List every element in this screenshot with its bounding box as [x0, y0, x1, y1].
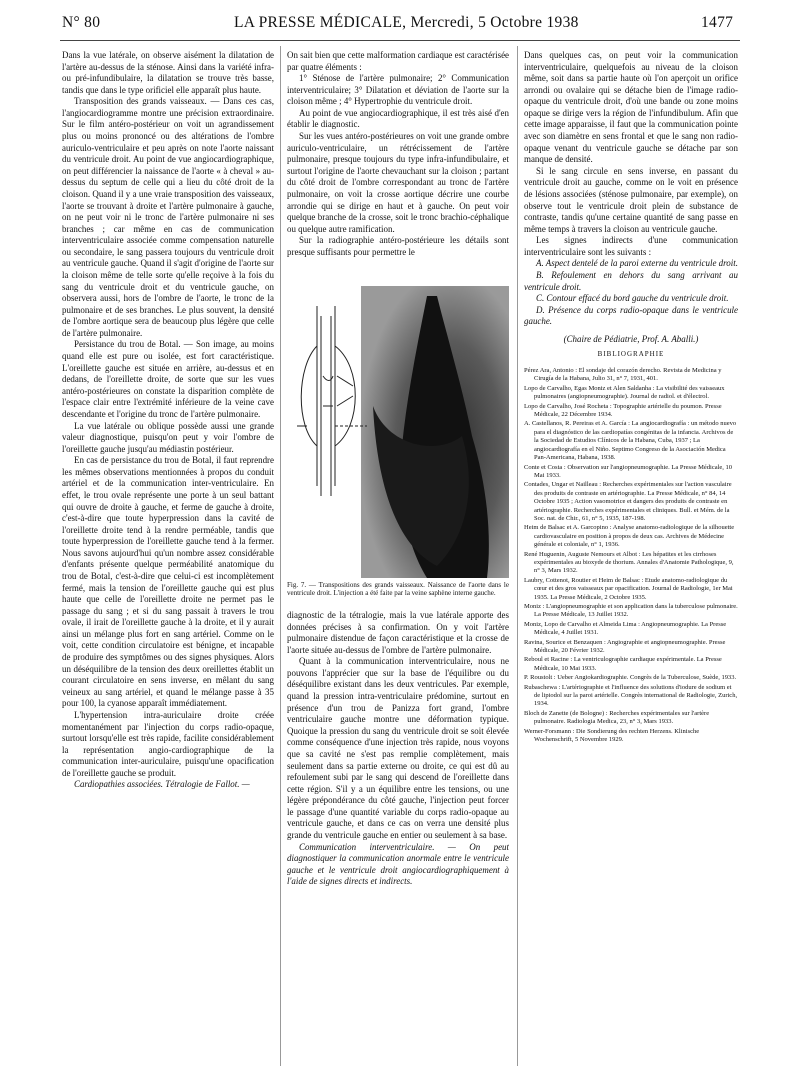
reference: Moniz : L'angiopneumographie et son application dans la tuberculose pulmonaire. La Presse Médicale, 13 Juillet 1932. — [524, 603, 738, 619]
figure-caption: Fig. 7. — Transpositions des grands vaisseaux. Naissance de l'aorte dans le ventricule droit. L'injection a été faite par la veine saphène interne gauche. — [287, 581, 509, 598]
reference: Lopo de Carvalho, Egas Moniz et Alen Saldanha : La visibilité des vaisseaux pulmonaires (angiopneumographie). Journal de radiol. et d'électrol. — [524, 384, 725, 401]
list-item: C. Contour effacé du bord gauche du ventricule droit. — [536, 293, 729, 304]
page-number: 1477 — [701, 14, 734, 31]
header-rule — [60, 40, 740, 41]
radiograph-image — [287, 286, 509, 578]
reference: Laubry, Cottenot, Routier et Heim de Balsac : Etude anatomo-radiologique du cœur et des gros vaisseaux par opacification. Journal de Radiologie, 1er Mai 1935. La Presse Médicale, 2 Octobre 1935. — [524, 576, 733, 601]
journal-title: LA PRESSE MÉDICALE, Mercredi, 5 Octobre 1938 — [234, 14, 579, 31]
affiliation: (Chaire de Pédiatrie, Prof. A. Aballi.) — [563, 333, 699, 344]
figure-7-radiograph — [287, 286, 509, 578]
list-item: D. Présence du corps radio-opaque dans le ventricule gauche. — [524, 304, 738, 327]
paragraph: Les signes indirects d'une communication interventriculaire sont les suivants : — [524, 235, 738, 257]
reference: Rubaschewa : L'artériographie et l'influence des solutions d'iodure de sodium et de lipiodol sur la paroi artérielle. Congrès international de Radiologie, Zurich, 1934. — [524, 683, 738, 708]
reference: Lopo de Carvalho, José Rocheta : Topographie artérielle du poumon. Presse Médicale, 22 Décembre 1934. — [524, 402, 722, 419]
paragraph: diagnostic de la tétralogie, mais la vue latérale apporte des données précises à sa confirmation. On y voit l'artère pulmonaire distendue de façon caractéristique et la crosse de l'aorte située au-dessus de l'ombre de l'artère pulmonaire. — [287, 610, 509, 655]
reference: Reboul et Racine : La ventriculographie cardiaque expérimentale. La Presse Médicale, 10 Mai 1933. — [524, 656, 722, 672]
paragraph: Dans quelques cas, on peut voir la communication interventriculaire, quelquefois au niveau de la cloison même, soit dans sa partie haute où l'on aperçoit un orifice arrondi ou ovalaire qui se détache bien de l'image radio-opaque du ventricule droit, d'où une bande ou zone moins opaque se dirige vers la région de l'infundibulum. Afin que cette image apparaisse, il faut que la communication pointe avec son diamètre en sens frontal et que le sang non radio-opaque venant du ventricule gauche se détache par son manque de densité. — [524, 50, 738, 165]
bibliography — [524, 367, 738, 744]
list-item: A. Aspect dentelé de la paroi externe du ventricule droit. — [536, 258, 738, 269]
paragraph: La vue latérale ou oblique possède aussi une grande valeur diagnostique, puisqu'on peut y voir l'ombre de l'oreillette gauche jusqu'au médiastin postérieur. — [62, 420, 274, 454]
paragraph: L'hypertension intra-auriculaire droite créée momentanément par l'injection du corps radio-opaque, surtout lorsqu'elle est très rapide, facilite considérablement la représentation angio-cardiographique de la communication inter-auriculaire, puisqu'une opacification de l'oreillette gauche se produit. — [62, 709, 274, 778]
paragraph: Sur les vues antéro-postérieures on voit une grande ombre auriculo-ventriculaire, un rétrécissement de l'artère pulmonaire, presque toujours du type infra-infundibulaire, et surtout l'origine de l'aorte chevauchant sur la cloison ; partant du côté droit de l'ombre correspondant au tronc de l'artère pulmonaire, on voit la crosse aortique décrire une courbe arrondie qui se dirige en haut et à gauche. On peut voir quelque branche de la crosse, soit le tronc brachio-céphalique ou quelque autre ramification. — [287, 131, 509, 234]
paragraph: Si le sang circule en sens inverse, en passant du ventricule droit au gauche, comme on le voit en présence de lésions associées (sténose pulmonaire, par exemple), on observe tout le ventricule droit plein de substance de contraste, tandis qu'une certaine quantité de sang passe en même temps à travers la cloison au ventricule gauche. — [524, 165, 738, 234]
paragraph: Transposition des grands vaisseaux. — Dans ces cas, l'angiocardiogramme montre une précision extraordinaire. Sur le film antéro-postérieur on voit un agrandissement plus ou moins prononcé ou des altérations de l'ombre auriculo-ventriculaire et peu après on note l'aorte naissant du ventricule droit. Au point de vue angiocardiographique, on peut différencier la naissance de l'aorte « à cheval » au-dessus du septum de celle qui a lieu du côté droit de la cloison. Quand il y a une vraie transposition des vaisseaux, l'aorte se trouvant à droite et l'artère pulmonaire à gauche, on ne peut voir ni le tronc de l'artère pulmonaire ni ses branches ; car même en cas de communication interventriculaire associée comme compensation naturelle ou secondaire, le sang passera toujours du ventricule droit au ventricule gauche. Quand il s'agit d'origine de l'aorte sur la cloison même de telle sorte qu'elle reçoive à la fois du sang du ventricule droit et du ventricule gauche, on observera aussi, hors de l'ombre de l'aorte, le tronc de la pulmonaire et de ses branches. Le plus souvent, la densité de l'ombre aortique sera de beaucoup plus légère que celle de l'artère pulmonaire. — [62, 96, 274, 338]
reference: Bloch de Zanette (de Bologne) : Recherches expérimentales sur l'artère pulmonaire. Radiologia Medica, 23, n° 3, Mars 1933. — [524, 709, 710, 726]
reference: P. Roustolt : Ueber Angiokardiographie. Congrès de la Tuberculose, Suède, 1933. — [524, 674, 737, 682]
paragraph: Dans la vue latérale, on observe aisément la dilatation de l'artère au-dessus de la sténose. Ainsi dans la variété infra- ou pré-infundibulaire, la dilatation se trouve très basse, tandis que dans le type orificiel elle apparaît plus haute. — [62, 50, 274, 95]
column-3 — [524, 50, 738, 1070]
paragraph: Sur la radiographie antéro-postérieure les détails sont presque suffisants pour permettre le — [287, 235, 509, 257]
column-2-bottom — [287, 610, 509, 1070]
issue-number: N° 80 — [62, 14, 101, 31]
reference: René Huguenin, Auguste Nemours et Albot : Les hépatites et les cirrhoses expérimentales au bioxyde de thorium. Annales d'Anatomie Pathologique, 9, n° 3, Mars 1932. — [524, 550, 734, 575]
paragraph: On sait bien que cette malformation cardiaque est caractérisée par quatre éléments : — [287, 50, 509, 72]
paragraph: En cas de persistance du trou de Botal, il faut reprendre les mêmes observations mentionnées à propos du conduit artériel et de la communication inter-ventriculaire. En effet, le trou ovale représente une porte à un seul battant qui ouvre de droite à gauche, et ferme de gauche à droite, c'est-à-dire que toute hyperpression dans la cavité de l'oreillette droite tend à la rendre perméable, tandis que toute hyperpression de l'oreillette gauche tend à la fermer. Nous savons aujourd'hui qu'un nombre assez considérable d'enfants présente quelque perméabilité anatomique du trou de Botal, c'est-à-dire que celui-ci est incomplètement fermé, mais la tension de l'oreillette gauche qui est plus haute que celle de l'oreillette droite ne permet pas le passage du sang ; et si du sang passait à travers le trou ovale, il irait de l'oreillette gauche à la droite, et il y aurait ainsi un mélange plus fort en sang artériel. Comme on le voit, cette condition circulatoire est bénigne, et incapable de produire des symptômes ou des signes physiques. Alors un déséquilibre de la tension des deux oreillettes établit un courant circulatoire en sens inverse, en mêlant du sang veineux au sang artériel, et quand le mélange passe à 35 pour 100, la cyanose apparaît immédiatement. — [62, 455, 274, 709]
reference: Heim de Balsac et A. Garcopino : Analyse anatomo-radiologique de la silhouette cardiovasculaire en position à propos de deux cas. Archives de Médecine générale et coloniale, n° 1, 1936. — [524, 524, 735, 549]
column-divider — [280, 46, 281, 1066]
column-divider — [517, 46, 518, 1066]
reference: Werner-Forsmann : Die Sondierung des rechten Herzens. Klinische Wochenschrift, 5 Novembre 1929. — [524, 727, 700, 744]
reference: Pérez Ara, Antonio : El sondaje del corazón derecho. Revista de Medicina y Cirugía de la Habana, Julio 31, n° 7, 1931, 401. — [524, 367, 722, 383]
paragraph: Au point de vue angiocardiographique, il est très aisé d'en établir le diagnostic. — [287, 107, 509, 130]
reference: Ravina, Sourice et Benzaquen : Angiographie et angiopneumographie. Presse Médicale, 20 Février 1932. — [524, 638, 726, 655]
reference: Contades, Ungar et Nailleau : Recherches expérimentales sur l'action vasculaire des produits de contraste en artériographie. La Presse Médicale, n° 84, 14 Octobre 1935 ; Action vasomotrice et dangers des produits de contraste en artériographie. Recherches expérimentales et cliniques. Bull. et Mém. de la Soc. nat. de Chir., 61, n° 5, 1935, 187-198. — [524, 481, 732, 522]
bibliography-title: BIBLIOGRAPHIE — [597, 350, 665, 359]
reference: A. Castellanos, R. Pereiras et A. García : La angiocardiografía : un método nuevo para el diagnóstico de las cardiopatías congénitas de la infancia. Archivos de la Sociedad de Estudios Clínicos de la Habana, Cuba, 1937 ; La angiocardiografía en el Niño. Septimo Congreso de la Asociación Medica Pan-Americana, Habana, 1938. — [524, 420, 737, 462]
paragraph: Quant à la communication interventriculaire, nous ne pouvons l'apprécier que sur la base de l'équilibre ou du déséquilibre existant dans les deux ventricules. Par exemple, quand la pression intra-ventriculaire prédomine, surtout en présence d'un trou de Panizza fort grand, l'ombre ventriculaire gauche montre une déformation typique. Quoique la pression du sang du ventricule droit se soit élevée comme conséquence d'une injection très rapide, nous voyons que sa cavité ne s'est pas remplie complètement, mais seulement dans sa partie externe ou droite, ce qui est dû au refoulement subi par le sang qui descend de l'oreillette dans cette région. S'il y a un équilibre entre les tensions, ou une légère prépondérance du côté gauche, l'injection peut forcer le passage d'une quantité variable du corps radio-opaque au ventricule gauche, et dans ce cas on verra une densité plus grande du ventricule gauche en entier ou seulement à sa base. — [287, 656, 509, 840]
reference: Moniz, Lopo de Carvalho et Almeida Lima : Angiopneumographie. La Presse Médicale, 4 Juillet 1931. — [524, 620, 727, 637]
paragraph: 1° Sténose de l'artère pulmonaire; 2° Communication interventriculaire; 3° Dilatation et déviation de l'aorte sur la cloison même ; 4° Hypertrophie du ventricule droit. — [287, 73, 509, 107]
column-1 — [62, 50, 274, 1070]
paragraph: Communication interventriculaire. — On peut diagnostiquer la communication anormale entre le ventricule gauche et le ventricule droit angiocardiographiquement à l'aide de signes directs et indirects. — [287, 841, 509, 887]
column-2-top — [287, 50, 509, 282]
paragraph: Persistance du trou de Botal. — Son image, au moins quand elle est pure ou isolée, est fort caractéristique. L'oreillette gauche est située en arrière, au-dessus et en dedans, de l'oreillette droite, de sorte que sur les vues antéro-postérieures on constate la disparition complète de l'espace clair entre l'extrémité inférieure de la veine cave descendante et l'origine du tronc de l'artère pulmonaire. — [62, 339, 274, 419]
list-item: B. Refoulement en dehors du sang arrivant au ventricule droit. — [524, 269, 738, 292]
paragraph: Cardiopathies associées. Tétralogie de Fallot. — — [74, 779, 250, 790]
reference: Conte et Costa : Observation sur l'angiopneumographie. La Presse Médicale, 10 Mai 1933. — [524, 463, 733, 479]
page-header — [0, 14, 800, 38]
